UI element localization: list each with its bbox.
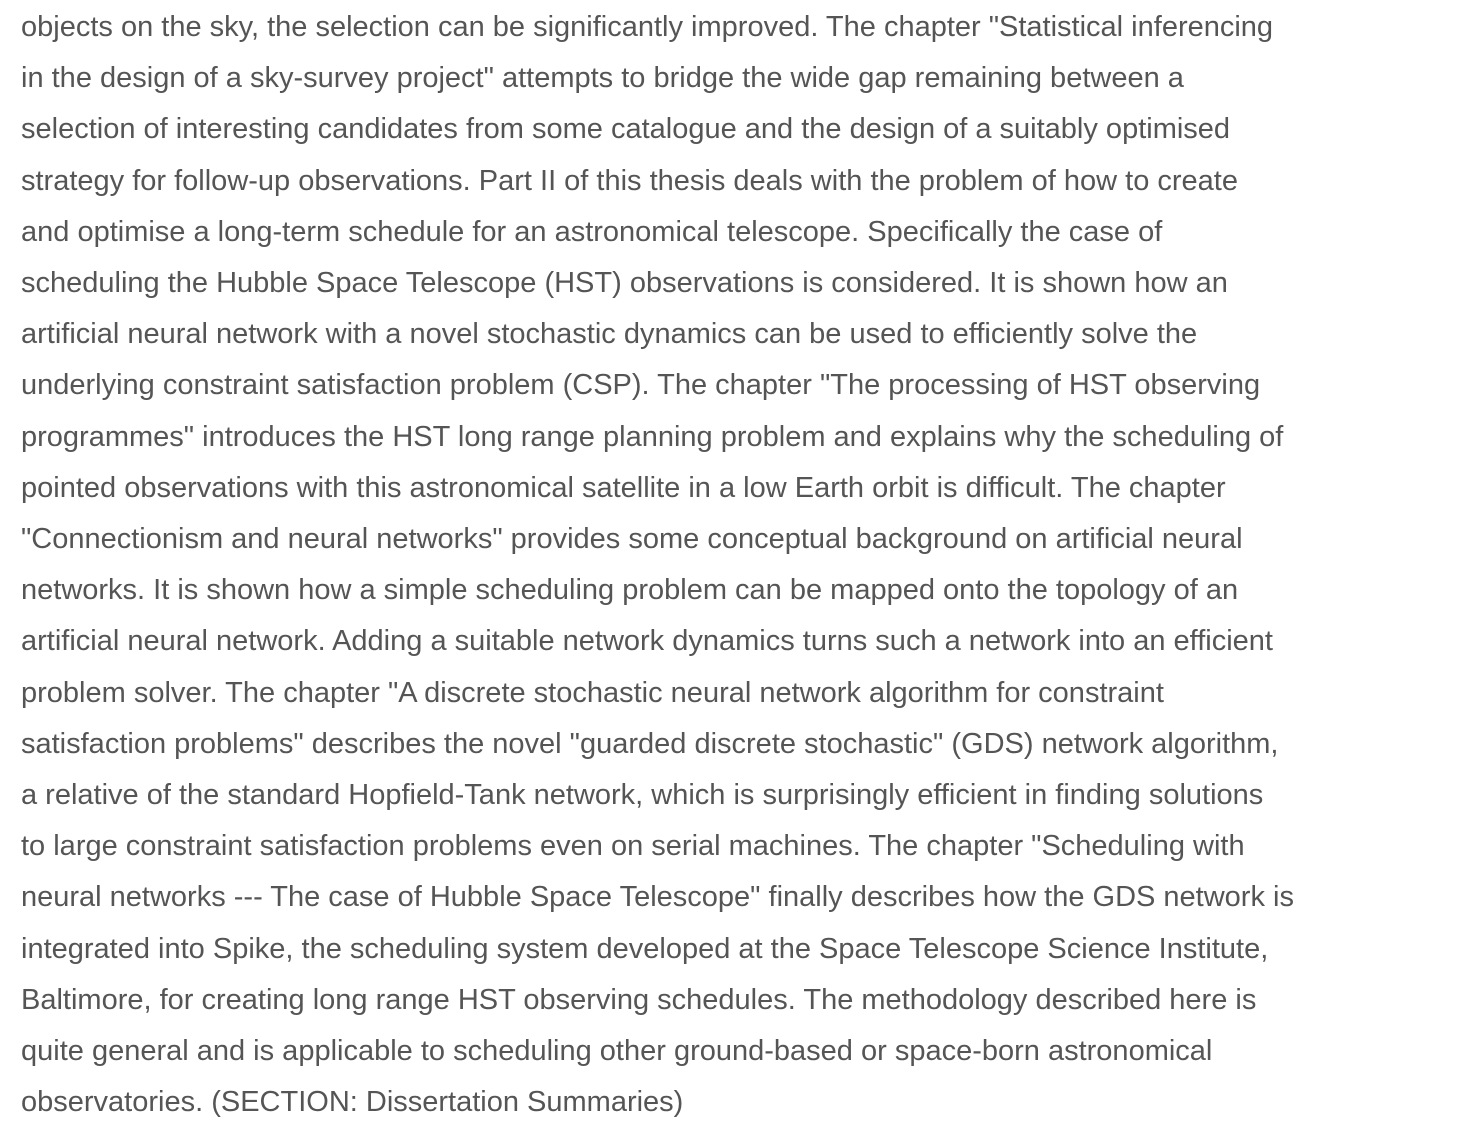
text-line: underlying constraint satisfaction problem (CSP). The chapter "The processing of HST observing	[21, 369, 1261, 402]
text-line: "Connectionism and neural networks" provides some conceptual background on artificial neural	[21, 523, 1243, 556]
text-line: neural networks --- The case of Hubble Space Telescope" finally describes how the GDS network is	[21, 881, 1294, 914]
text-line: and optimise a long-term schedule for an astronomical telescope. Specifically the case of	[21, 215, 1163, 248]
text-line: observatories. (SECTION: Dissertation Summaries)	[21, 1086, 684, 1119]
text-line: satisfaction problems" describes the novel "guarded discrete stochastic" (GDS) network algorithm,	[21, 727, 1279, 760]
text-line: integrated into Spike, the scheduling system developed at the Space Telescope Science Institute,	[21, 932, 1269, 965]
text-line: pointed observations with this astronomical satellite in a low Earth orbit is difficult. The chapter	[21, 471, 1226, 504]
text-line: strategy for follow-up observations. Part II of this thesis deals with the problem of how to create	[21, 164, 1238, 197]
text-line: Baltimore, for creating long range HST observing schedules. The methodology described here is	[21, 983, 1257, 1016]
text-line: selection of interesting candidates from some catalogue and the design of a suitably optimised	[21, 113, 1231, 146]
text-line: a relative of the standard Hopfield-Tank network, which is surprisingly efficient in finding solutions	[21, 779, 1264, 812]
text-line: quite general and is applicable to scheduling other ground-based or space-born astronomical	[21, 1035, 1213, 1068]
text-line: programmes" introduces the HST long range planning problem and explains why the scheduling of	[21, 420, 1284, 453]
text-line: artificial neural network with a novel stochastic dynamics can be used to efficiently solve the	[21, 318, 1198, 351]
abstract-text	[21, 2, 1461, 1128]
text-line: problem solver. The chapter "A discrete stochastic neural network algorithm for constraint	[21, 676, 1164, 709]
text-line: scheduling the Hubble Space Telescope (HST) observations is considered. It is shown how an	[21, 267, 1228, 300]
text-line: to large constraint satisfaction problems even on serial machines. The chapter "Scheduling with	[21, 830, 1245, 863]
text-line: artificial neural network. Adding a suitable network dynamics turns such a network into an efficient	[21, 625, 1273, 658]
text-line: in the design of a sky-survey project" attempts to bridge the wide gap remaining between a	[21, 62, 1184, 95]
text-line: networks. It is shown how a simple scheduling problem can be mapped onto the topology of an	[21, 574, 1239, 607]
text-line: objects on the sky, the selection can be significantly improved. The chapter "Statistical inferencing	[21, 11, 1274, 43]
